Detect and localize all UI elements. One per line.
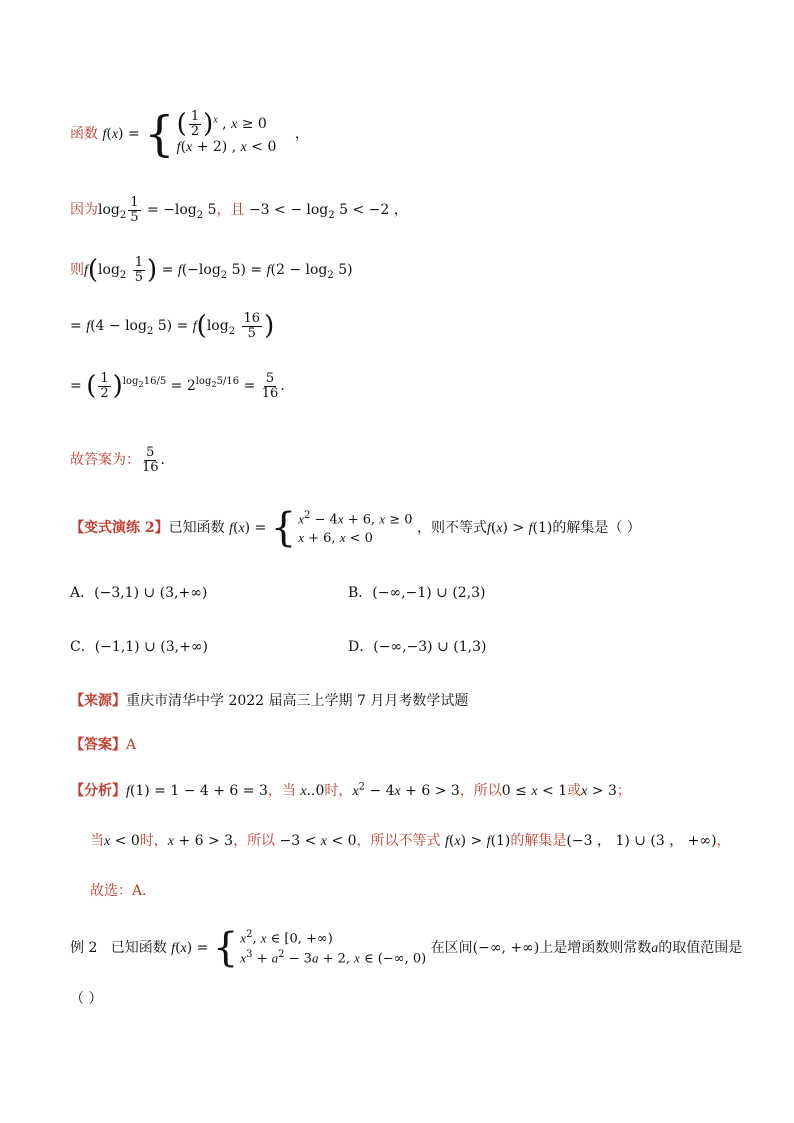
variant-exercise: 【变式演练 2】已知函数 f(x) = { $x^2 - 4x + 6$, x ≥ 0 x + 6, x < 0 ，则不等式f(x) > f(1)的解集是（ ） xyxy=(70,505,641,551)
example-2: 例 2 已知函数 f(x) = { $x^2$, x ∈ [0, +∞) $x^3 + a^2 - 3a + 2$, x ∈ (−∞, 0) 在区间(−∞, +∞)上是增函数则常数a的取值范围是 xyxy=(70,925,743,971)
log-relation: 因为$\log_2$ $\frac{1}{5}$ = $-\log_2$ 5，且 −3 < − $\log_2 5 < -2$ ， xyxy=(70,195,408,225)
option-d[interactable]: D．(−∞,−3) ∪ (1,3) xyxy=(348,639,487,655)
answer-line: 故答案为： $\frac{5}{16}$ ． xyxy=(70,445,175,475)
function-label: 函数 xyxy=(70,126,98,143)
option-c[interactable]: C．(−1,1) ∪ (3,+∞) xyxy=(70,639,208,655)
step-1: 则$f(\log_2$ $\frac{1}{5}$ ) = $f(-\log_2$ $5) = f(2 - \log_2 5)$ xyxy=(70,255,353,286)
step-3: = ( $\frac{1}{2}$ )$^{log_216/5} = 2^{log_25/16}$ = $\frac{5}{16}$ ． xyxy=(70,371,295,402)
option-a[interactable]: A．(−3,1) ∪ (3,+∞) xyxy=(70,585,208,601)
variant-label: 【变式演练 2】 xyxy=(70,520,169,536)
example-label: 例 2 xyxy=(70,940,98,956)
conclusion: 故选：A． xyxy=(90,883,157,899)
analysis-line-1: 【分析】f(1) = 1 − 4 + 6 = 3，当 x..0时，$x^2 - 4x + 6 > 3$，所以0 ≤ x < 1或x > 3； xyxy=(70,781,631,799)
option-b[interactable]: B．(−∞,−1) ∪ (2,3) xyxy=(348,585,486,601)
function-definition: 函数 f(x) = { ( $\frac{1}{2}$ )$^x$ , x ≥ 0 f(x + 2) , x < 0 ， xyxy=(70,106,309,163)
answer-tag-line: 【答案】A xyxy=(70,737,137,753)
analysis-line-2: 当x < 0时，x + 6 > 3，所以 −3 < x < 0，所以不等式 f(x) > f(1)的解集是(−3 ， 1) ∪ (3 ， +∞)， xyxy=(90,833,731,849)
step-2: = $f(4 - \log_2 5) = f(\log_2$ $\frac{16}{5}$ ) xyxy=(70,311,275,342)
example-paren: （ ） xyxy=(70,991,103,1007)
piecewise-brace: { ( $\frac{1}{2}$ )$^x$ , x ≥ 0 f(x + 2) , x < 0 xyxy=(144,106,277,163)
source-line: 【来源】重庆市清华中学 2022 届高三上学期 7 月月考数学试题 xyxy=(70,693,469,709)
